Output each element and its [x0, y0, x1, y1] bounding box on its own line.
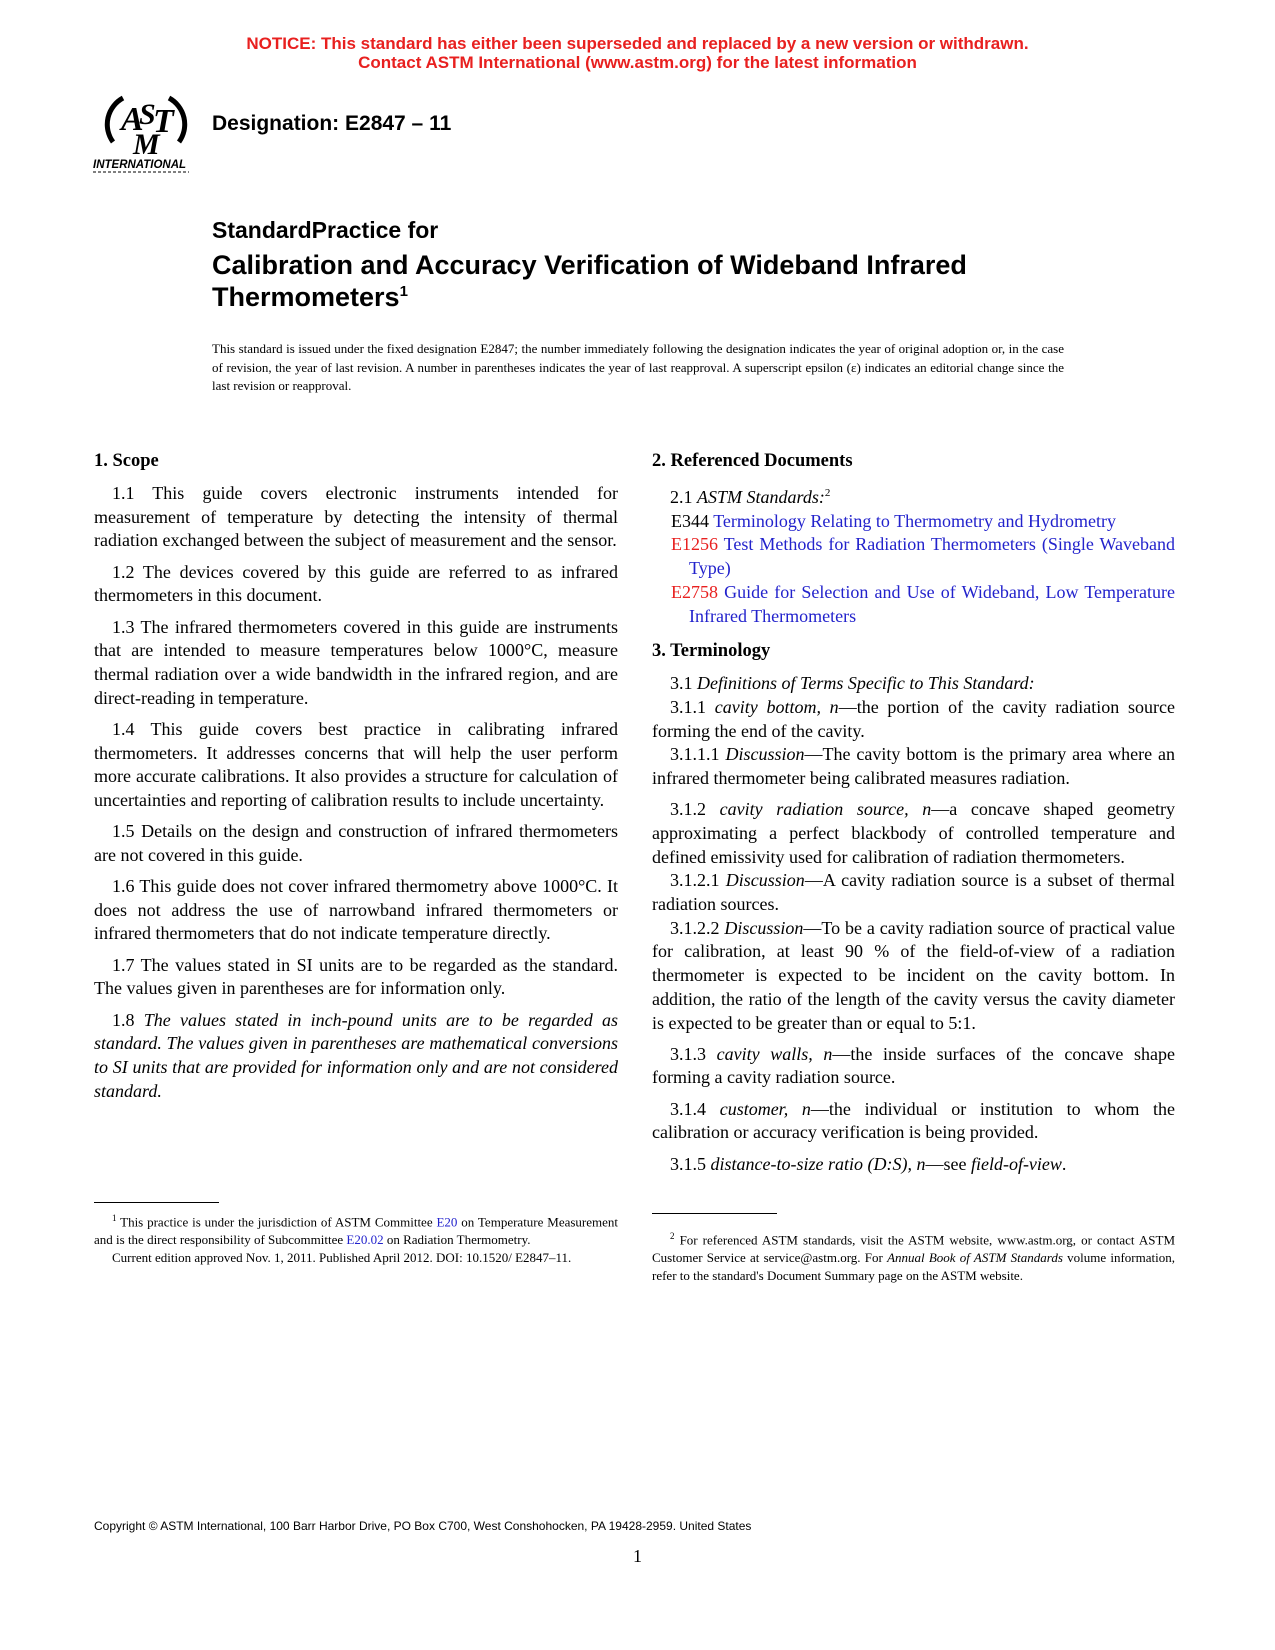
refdocs-2-1-sup: 2: [824, 487, 831, 499]
scope-1-3: 1.3 The infrared thermometers covered in this guide are instruments that are intended to measure temperatures below 1000°C, measure thermal radiation over a wide bandwidth in the infrared region, and are direct-reading in temperature.: [94, 616, 618, 708]
ref-item-e1256: [652, 533, 1175, 580]
term-def: —the inside surfaces of the concave shape forming a cavity radiation source.: [652, 1043, 1175, 1088]
term-name: cavity bottom, n: [714, 696, 839, 717]
title-block: [212, 217, 1072, 313]
scope-1-8: [94, 1009, 618, 1104]
page-number: 1: [633, 1546, 642, 1566]
intro-paragraph: This standard is issued under the fixed designation E2847; the number immediately following the designation indicates the year of original adoption or, in the case of revision, the year of last revision. A number in parentheses indicates the year of last reapproval. A superscript epsilon (ε) indicates an editorial change since the last revision or reapproval.: [212, 341, 1064, 393]
footnote-2-mark: 2: [670, 1231, 675, 1241]
footnote-rule-right: [652, 1213, 777, 1214]
term-def: —To be a cavity radiation source of practical value for calibration, at least 90 % of the field-of-view of a radiation thermometer is expected to be incident on the cavity bottom. In addition, the ratio of the length of the cavity versus the cavity diameter is expected to be greater than or equal to 5:1.: [652, 917, 1176, 1033]
svg-text:S: S: [139, 98, 156, 131]
term-3-1-2: [652, 798, 1175, 869]
notice-line-1: NOTICE: This standard has either been superseded and replaced by a new version or withdrawn.: [246, 34, 1029, 53]
ref-link[interactable]: Terminology Relating to Thermometry and Hydrometry: [713, 510, 1117, 531]
scope-1-2: 1.2 The devices covered by this guide are referred to as infrared thermometers in this document.: [94, 561, 618, 606]
term-name: cavity radiation source, n: [719, 799, 932, 820]
term-3-1-1-1: [652, 743, 1175, 790]
ref-link[interactable]: Guide for Selection and Use of Wideband, Low Temperature Infrared Thermometers: [689, 581, 1176, 626]
term-3-1-label: Definitions of Terms Specific to This Standard:: [697, 673, 1035, 694]
ref-code[interactable]: E1256: [671, 534, 718, 555]
term-def: —see: [925, 1153, 967, 1174]
scope-1-5: 1.5 Details on the design and construction of infrared thermometers are not covered in this guide.: [94, 821, 618, 865]
copyright-line: Copyright © ASTM International, 100 Barr Harbor Drive, PO Box C700, West Conshohocken, PA 19428-2959. United States: [94, 1519, 752, 1533]
term-3-1: [652, 672, 1175, 696]
notice-banner: [0, 34, 1275, 72]
footnote-1-c: on Radiation Thermometry.: [386, 1232, 531, 1248]
footnote-2-a: For referenced ASTM standards, visit the ASTM website, www.astm.org, or contact ASTM Customer Service at service@astm.org. For: [652, 1232, 1176, 1266]
term-def: —the portion of the cavity radiation source forming the end of the cavity.: [652, 696, 1175, 741]
term-num: 3.1.1.1: [670, 744, 720, 765]
term-crossref: field-of-view: [970, 1153, 1062, 1174]
ref-item-e344: [652, 510, 1175, 534]
term-num: 3.1.2.1: [670, 870, 720, 891]
scope-1-7: 1.7 The values stated in SI units are to be regarded as the standard. The values given in parentheses are for information only.: [94, 954, 618, 999]
term-def: —the individual or institution to whom the calibration or accuracy verification is being provided.: [652, 1098, 1176, 1143]
committee-link[interactable]: E20: [436, 1214, 458, 1230]
refdocs-heading: 2. Referenced Documents: [652, 451, 853, 471]
term-discussion: Discussion: [725, 744, 805, 765]
footnote-1: [94, 1209, 618, 1267]
title-line-1: StandardPractice for: [212, 217, 439, 243]
footnote-1-a: This practice is under the jurisdiction of ASTM Committee: [120, 1214, 433, 1230]
scope-1-8-text: The values stated in inch-pound units are to be regarded as standard. The values given in parentheses are mathematical conversions to SI units that are provided for information only and are not considered standard.: [94, 1009, 618, 1101]
left-column: [94, 450, 618, 1111]
footnote-rule-left: [94, 1202, 219, 1203]
notice-line-2: Contact ASTM International (www.astm.org) for the latest information: [358, 53, 917, 72]
ref-code: E344: [671, 510, 709, 531]
svg-text:M: M: [133, 128, 160, 161]
term-3-1-1: [652, 696, 1175, 743]
title-footnote-mark: 1: [399, 283, 408, 300]
svg-text:A: A: [121, 101, 144, 138]
ref-item-e2758: [652, 581, 1175, 628]
logo-wordmark: INTERNATIONAL: [93, 159, 187, 171]
term-discussion: Discussion: [725, 870, 805, 891]
ref-code[interactable]: E2758: [671, 581, 718, 602]
footnote-1-b: on Temperature Measurement and is the direct responsibility of Subcommittee: [94, 1214, 619, 1248]
term-def: —a concave shaped geometry approximating a perfect blackbody of controlled temperature and defined emissivity used for calibration of radiation thermometers.: [652, 799, 1176, 867]
term-num: 3.1.3: [670, 1043, 706, 1064]
term-def: —A cavity radiation source is a subset of thermal radiation sources.: [652, 870, 1176, 915]
term-num: 3.1.4: [670, 1098, 706, 1119]
footnote-2-book: Annual Book of ASTM Standards: [887, 1250, 1063, 1266]
footnote-1-text: [94, 1209, 618, 1249]
term-def: —The cavity bottom is the primary area where an infrared thermometer being calibrated measures radiation.: [652, 744, 1176, 789]
astm-logo-icon: [91, 84, 201, 176]
refdocs-2-1: [652, 482, 1175, 510]
term-3-1-num: 3.1: [670, 673, 693, 694]
footnote-2-text: [652, 1227, 1175, 1285]
footnote-2: [652, 1227, 1175, 1285]
term-def-end: .: [1061, 1153, 1067, 1174]
term-num: 3.1.2.2: [670, 917, 720, 938]
term-num: 3.1.2: [670, 799, 706, 820]
right-column: [652, 450, 1175, 1184]
term-num: 3.1.1: [670, 696, 706, 717]
term-discussion: Discussion: [724, 917, 804, 938]
term-num: 3.1.5: [670, 1153, 706, 1174]
designation: Designation: E2847 – 11: [212, 112, 452, 135]
term-3-1-3: [652, 1043, 1175, 1090]
title-line-2: [212, 249, 1072, 313]
svg-text:T: T: [153, 103, 174, 140]
scope-1-1: 1.1 This guide covers electronic instruments intended for measurement of temperature by detecting the intensity of thermal radiation exchanged between the subject of measurement and the sensor.: [94, 483, 618, 551]
terminology-heading: 3. Terminology: [652, 641, 771, 662]
scope-heading: 1. Scope: [94, 451, 159, 471]
subcommittee-link[interactable]: E20.02: [346, 1232, 384, 1248]
scope-1-8-num: 1.8: [112, 1009, 135, 1030]
scope-1-6: 1.6 This guide does not cover infrared thermometry above 1000°C. It does not address the use of narrowband infrared thermometers or infrared thermometers that do not indicate temperature directly.: [94, 876, 618, 944]
term-name: customer, n: [719, 1098, 811, 1119]
footnote-1-edition: Current edition approved Nov. 1, 2011. Published April 2012. DOI: 10.1520/ E2847–11.: [112, 1250, 572, 1266]
refdocs-2-1-num: 2.1: [670, 487, 693, 507]
scope-1-4: 1.4 This guide covers best practice in calibrating infrared thermometers. It addresses concerns that will help the user perform more accurate calibrations. It also provides a structure for calculation of uncertainties and reporting of calibration results to include uncertainty.: [94, 718, 618, 810]
refdocs-2-1-label: ASTM Standards:: [697, 487, 825, 507]
ref-link[interactable]: Test Methods for Radiation Thermometers (Single Waveband Type): [689, 534, 1175, 579]
title-main: Calibration and Accuracy Verification of Wideband Infrared Thermometers: [212, 250, 967, 312]
footnote-1-mark: 1: [112, 1213, 117, 1223]
term-name: cavity walls, n: [716, 1043, 833, 1064]
footnote-2-b: volume information, refer to the standard's Document Summary page on the ASTM website.: [652, 1250, 1175, 1284]
term-3-1-4: [652, 1098, 1175, 1145]
term-3-1-5: [652, 1153, 1175, 1177]
term-3-1-2-2: [652, 917, 1175, 1036]
term-name: distance-to-size ratio (D:S), n: [710, 1153, 926, 1174]
term-3-1-2-1: [652, 869, 1175, 916]
